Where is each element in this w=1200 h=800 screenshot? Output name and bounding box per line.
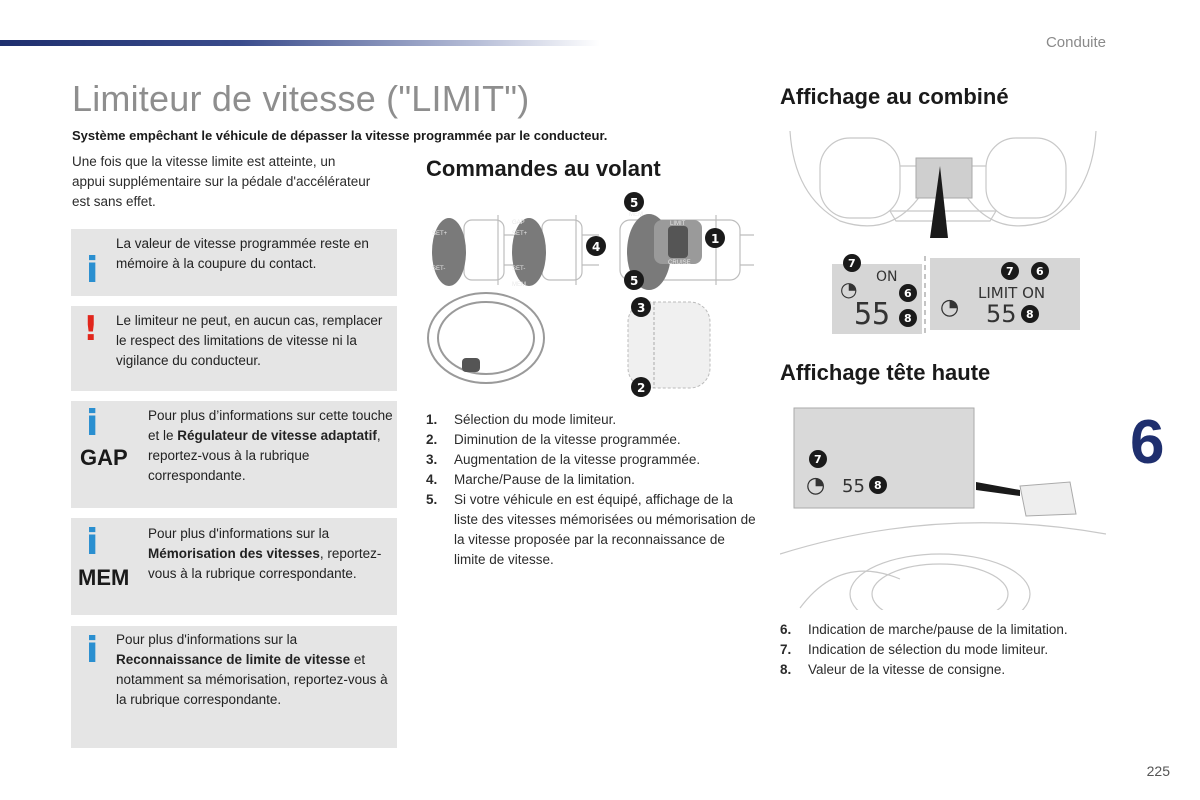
stalk-label: SET-: [512, 266, 526, 272]
commands-legend: [426, 410, 756, 570]
hud-heading: Affichage tête haute: [780, 360, 991, 385]
note-mem: [71, 518, 397, 615]
cluster-illustration: [780, 126, 1106, 338]
page-title: Limiteur de vitesse ("LIMIT"): [72, 78, 530, 119]
stalk-label: SET-: [432, 266, 446, 272]
legend-item: 2. Diminution de la vitesse programmée.: [426, 432, 681, 447]
steering-controls-illustration: [424, 190, 756, 398]
callout-7: 7: [848, 257, 856, 270]
callout-3: 3: [637, 301, 646, 315]
callout-5-lower: 5: [630, 274, 639, 288]
info-icon: i: [86, 250, 99, 291]
note-warning-text: Le limiteur ne peut, en aucun cas, remplacer le respect des limitations de vitesse ni la vigilance du conducteur.: [116, 313, 383, 368]
note-warning: [71, 306, 397, 391]
hud-legend: [780, 620, 1120, 680]
legend-item: 7. Indication de sélection du mode limiteur.: [780, 642, 1049, 657]
steering-controls-drawing: [424, 190, 756, 398]
hud-illustration: [780, 404, 1106, 610]
callout-1: 1: [711, 232, 720, 246]
callout-2: 2: [637, 381, 646, 395]
callout-7: 7: [1006, 265, 1014, 278]
hud-speed: 55: [842, 476, 865, 497]
warning-icon: !: [83, 309, 99, 349]
info-icon: i: [86, 403, 99, 444]
legend-item: 5. Si votre véhicule en est équipé, affichage de la liste des vitesses mémorisées ou mémorisation de la vitesse proposée par la reconnaissance de limite de vitesse.: [426, 492, 756, 567]
info-icon: i: [86, 522, 99, 563]
header-bar: [0, 40, 600, 46]
note-recognition: [71, 626, 397, 748]
cluster-display1-speed: 55: [854, 297, 891, 332]
callout-4: 4: [592, 240, 601, 254]
stalk-label: SET+: [512, 231, 528, 237]
commands-heading: Commandes au volant: [426, 156, 661, 181]
legend-item: 3. Augmentation de la vitesse programmée.: [426, 452, 701, 467]
cluster-drawing: [780, 126, 1106, 338]
stalk-label: CRUISE: [668, 260, 691, 266]
stalk-label: MEM: [512, 282, 526, 288]
speedometer-icon: ◔: [806, 473, 826, 498]
callout-8: 8: [874, 479, 882, 492]
note-mem-text: Pour plus d'informations sur la Mémorisation des vitesses, reportez-vous à la rubrique correspondante.: [148, 526, 382, 581]
callout-6: 6: [1036, 265, 1044, 278]
intro-paragraph: Une fois que la vitesse limite est atteinte, un appui supplémentaire sur la pédale d'accélérateur est sans effet.: [72, 154, 371, 209]
callout-8: 8: [1026, 308, 1034, 321]
speedometer-icon: ◔: [840, 277, 858, 301]
info-icon: i: [86, 630, 99, 671]
speedometer-icon: ◔: [940, 295, 960, 320]
section-name: Conduite: [1045, 34, 1106, 51]
callout-7: 7: [814, 453, 822, 466]
note-memory-text: La valeur de vitesse programmée reste en mémoire à la coupure du contact.: [116, 236, 369, 271]
callout-8: 8: [904, 312, 912, 325]
callout-6: 6: [904, 287, 912, 300]
cluster-display2-status: LIMIT ON: [978, 284, 1046, 302]
stalk-label: LIMIT: [670, 221, 686, 227]
note-recognition-text: Pour plus d'informations sur la Reconnaissance de limite de vitesse et notamment sa mémorisation, reportez-vous à la rubrique correspondante.: [116, 632, 388, 707]
hud-drawing: [780, 404, 1106, 610]
cluster-display1-status: ON: [876, 269, 898, 285]
page-subtitle: Système empêchant le véhicule de dépasser la vitesse programmée par le conducteur.: [72, 128, 608, 143]
note-memory: [71, 229, 397, 296]
legend-item: 6. Indication de marche/pause de la limitation.: [780, 622, 1068, 637]
callout-5: 5: [630, 196, 639, 210]
legend-item: 1. Sélection du mode limiteur.: [426, 412, 617, 427]
note-gap: [71, 401, 397, 508]
note-gap-text: Pour plus d’informations sur cette touche et le Régulateur de vitesse adaptatif, reportez-vous à la rubrique correspondante.: [148, 408, 393, 483]
chapter-number: 6: [1130, 408, 1165, 477]
stalk-label: GAP: [512, 220, 525, 226]
legend-item: 8. Valeur de la vitesse de consigne.: [780, 662, 1006, 677]
stalk-label: SET+: [432, 231, 448, 237]
cluster-heading: Affichage au combiné: [780, 84, 1009, 109]
stalk-label: MEM: [629, 212, 643, 218]
mem-tag: MEM: [78, 565, 130, 590]
cluster-display2-speed: 55: [986, 300, 1017, 328]
legend-item: 4. Marche/Pause de la limitation.: [426, 472, 635, 487]
gap-tag: GAP: [80, 445, 128, 470]
page-number: 225: [1146, 763, 1170, 779]
